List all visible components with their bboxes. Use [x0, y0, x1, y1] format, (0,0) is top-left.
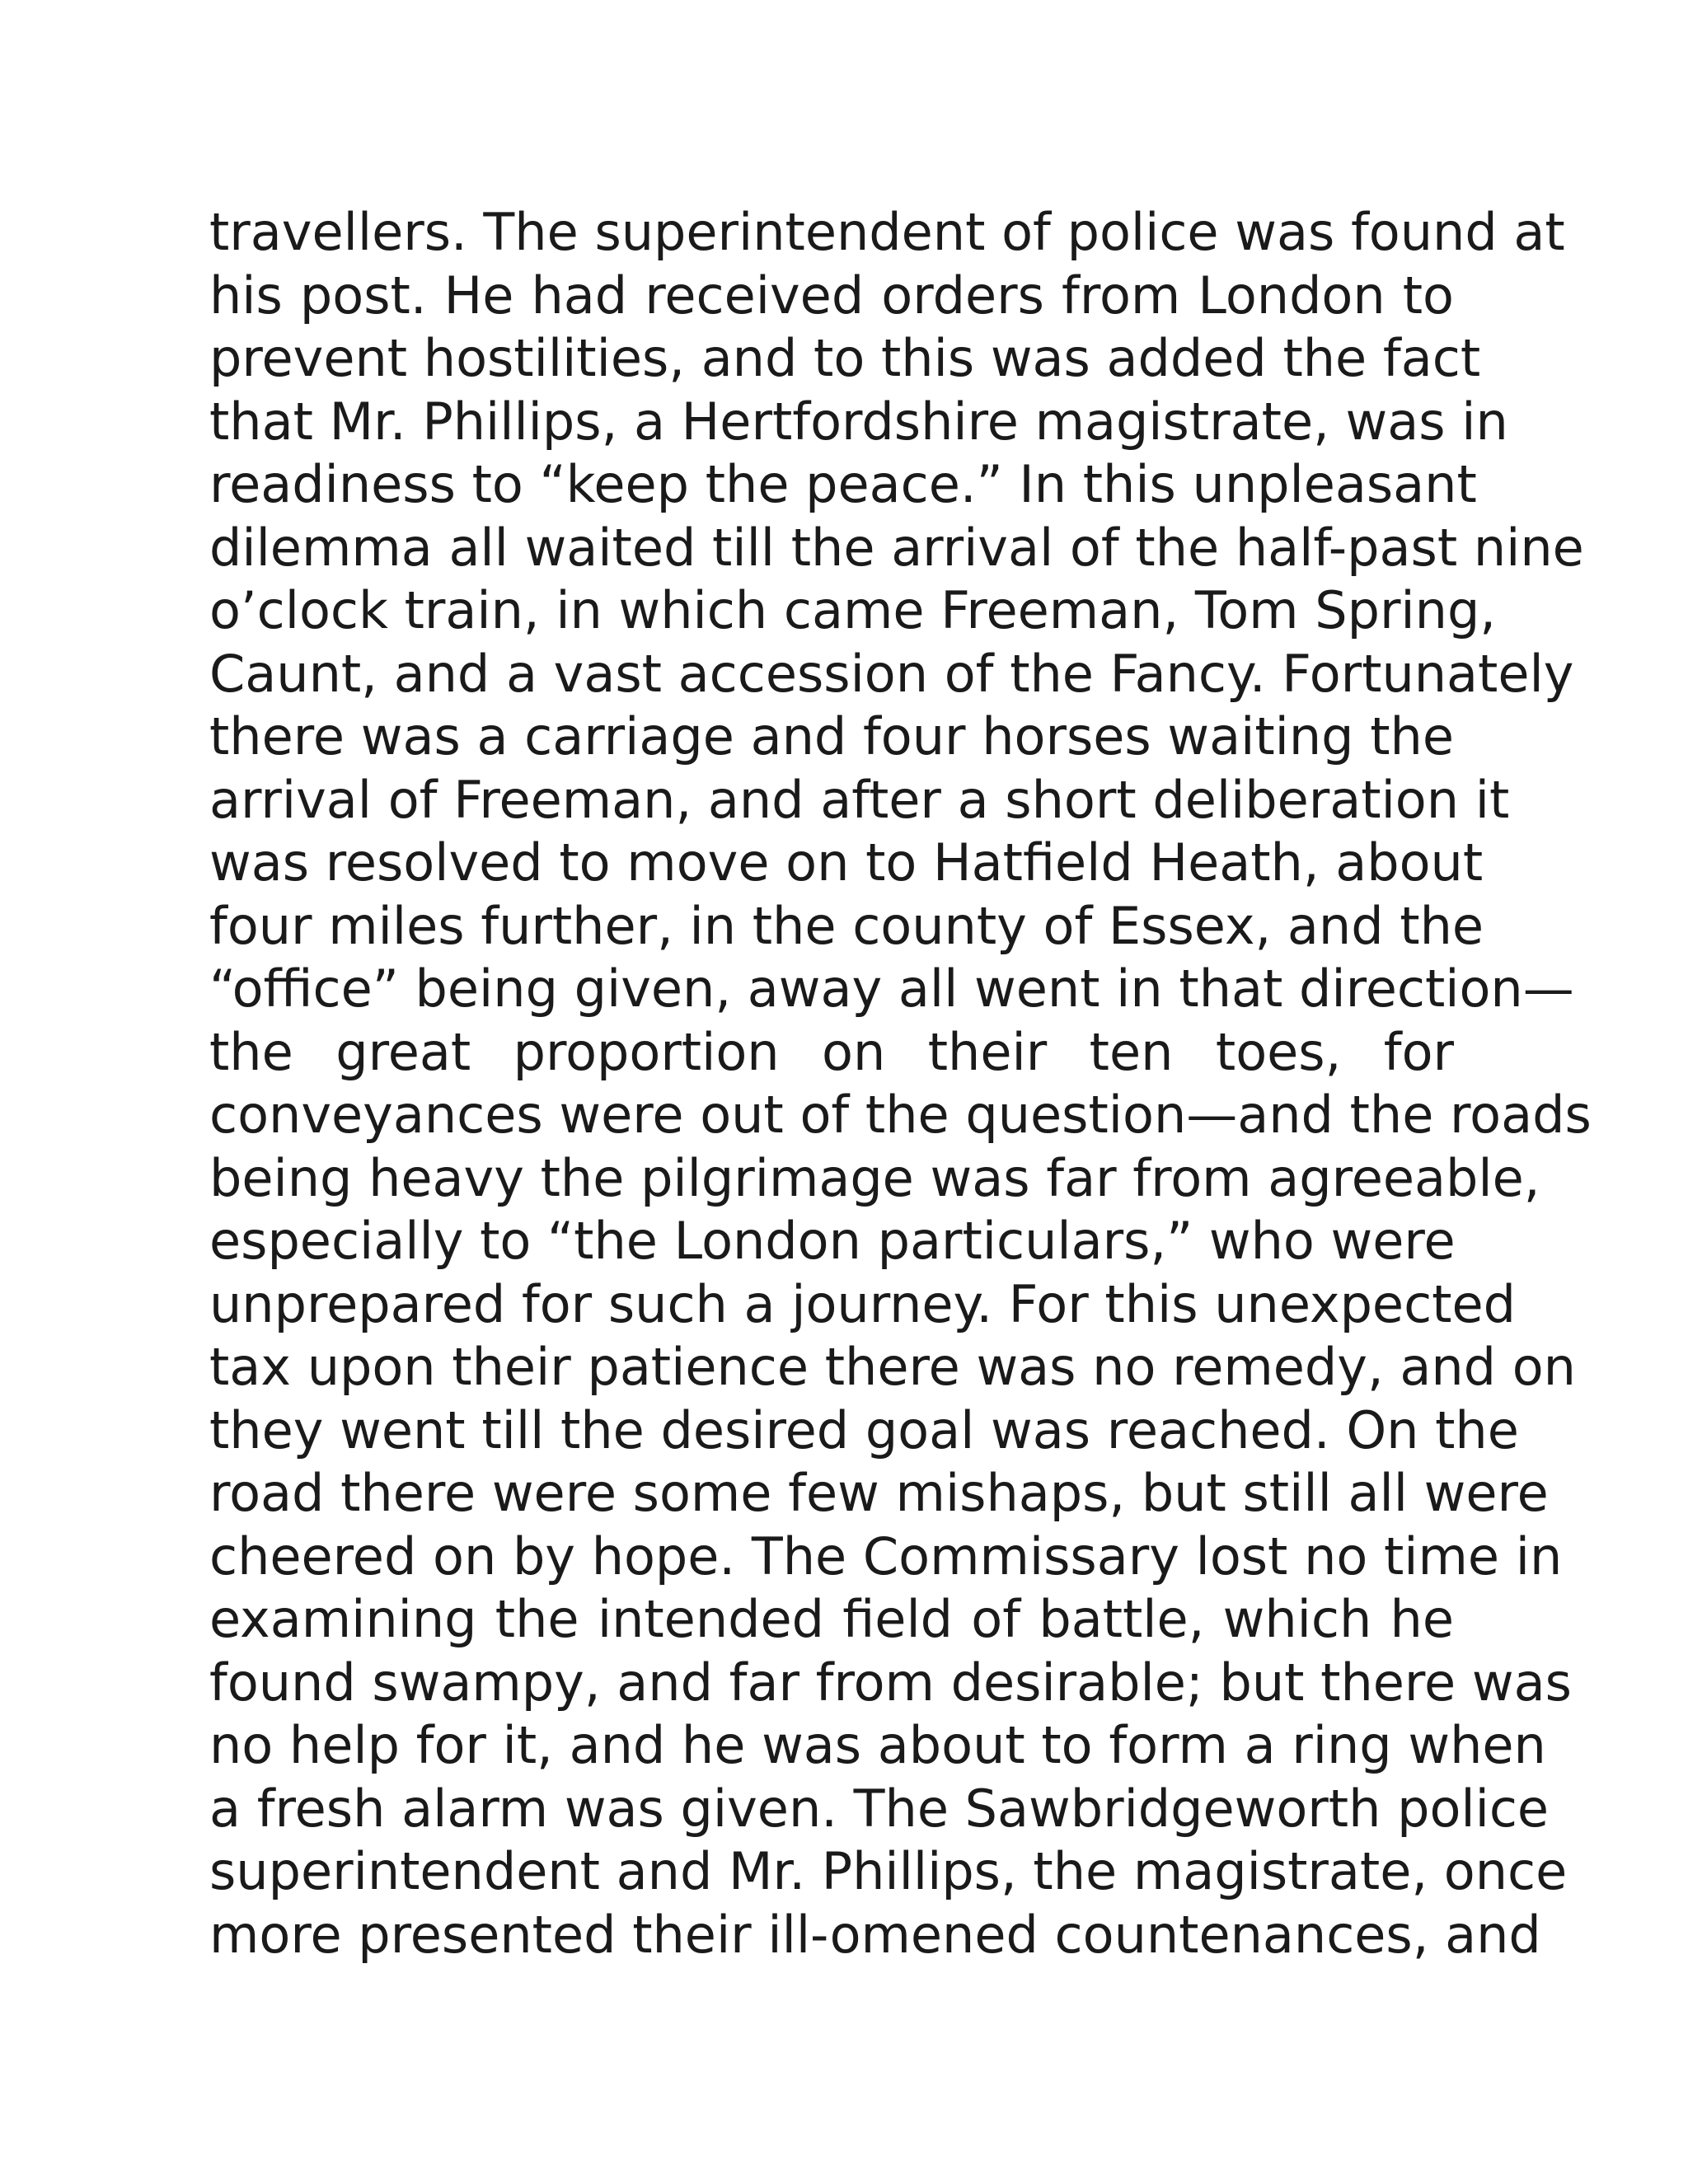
text-line-11: was resolved to move on to Hatfield Heath, about	[209, 832, 1484, 893]
text-line-24: found swampy, and far from desirable; but there was	[209, 1652, 1572, 1713]
text-line-25: no help for it, and he was about to form a ring when	[209, 1715, 1546, 1775]
text-line-15: conveyances were out of the question—and the roads	[209, 1085, 1592, 1145]
text-line-20: they went till the desired goal was reached. On the	[209, 1399, 1519, 1460]
text-line-8: Caunt, and a vast accession of the Fancy. Fortunately	[209, 643, 1574, 704]
text-line-17: especially to “the London particulars,” who were	[209, 1211, 1456, 1271]
text-line-21: road there were some few mishaps, but still all were	[209, 1463, 1549, 1523]
text-line-27: superintendent and Mr. Phillips, the magistrate, once	[209, 1841, 1568, 1901]
text-line-6: dilemma all waited till the arrival of the half-past nine	[209, 517, 1584, 578]
text-line-3: prevent hostilities, and to this was added the fact	[209, 328, 1481, 388]
text-line-19: tax upon their patience there was no remedy, and on	[209, 1337, 1576, 1397]
text-line-23: examining the intended field of battle, which he	[209, 1589, 1454, 1649]
text-line-12: four miles further, in the county of Essex, and the	[209, 895, 1484, 956]
text-line-9: there was a carriage and four horses waiting the	[209, 706, 1454, 766]
text-line-4: that Mr. Phillips, a Hertfordshire magistrate, was in	[209, 391, 1508, 452]
body-text	[209, 201, 1592, 1966]
text-line-2: his post. He had received orders from London to	[209, 265, 1454, 326]
text-line-13: “office” being given, away all went in that direction—	[209, 958, 1574, 1019]
text-line-10: arrival of Freeman, and after a short deliberation it	[209, 769, 1510, 830]
text-line-5: readiness to “keep the peace.” In this unpleasant	[209, 454, 1477, 514]
text-line-22: cheered on by hope. The Commissary lost no time in	[209, 1526, 1563, 1586]
text-line-18: unprepared for such a journey. For this unexpected	[209, 1273, 1516, 1334]
text-line-16: being heavy the pilgrimage was far from agreeable,	[209, 1147, 1540, 1208]
text-line-26: a fresh alarm was given. The Sawbridgeworth police	[209, 1778, 1550, 1839]
text-line-7: o’clock train, in which came Freeman, Tom Spring,	[209, 580, 1497, 640]
text-line-1: travellers. The superintendent of police was found at	[209, 202, 1565, 262]
text-line-28: more presented their ill-omened countenances, and	[209, 1904, 1541, 1965]
text-line-14: the great proportion on their ten toes, for	[209, 1021, 1454, 1082]
